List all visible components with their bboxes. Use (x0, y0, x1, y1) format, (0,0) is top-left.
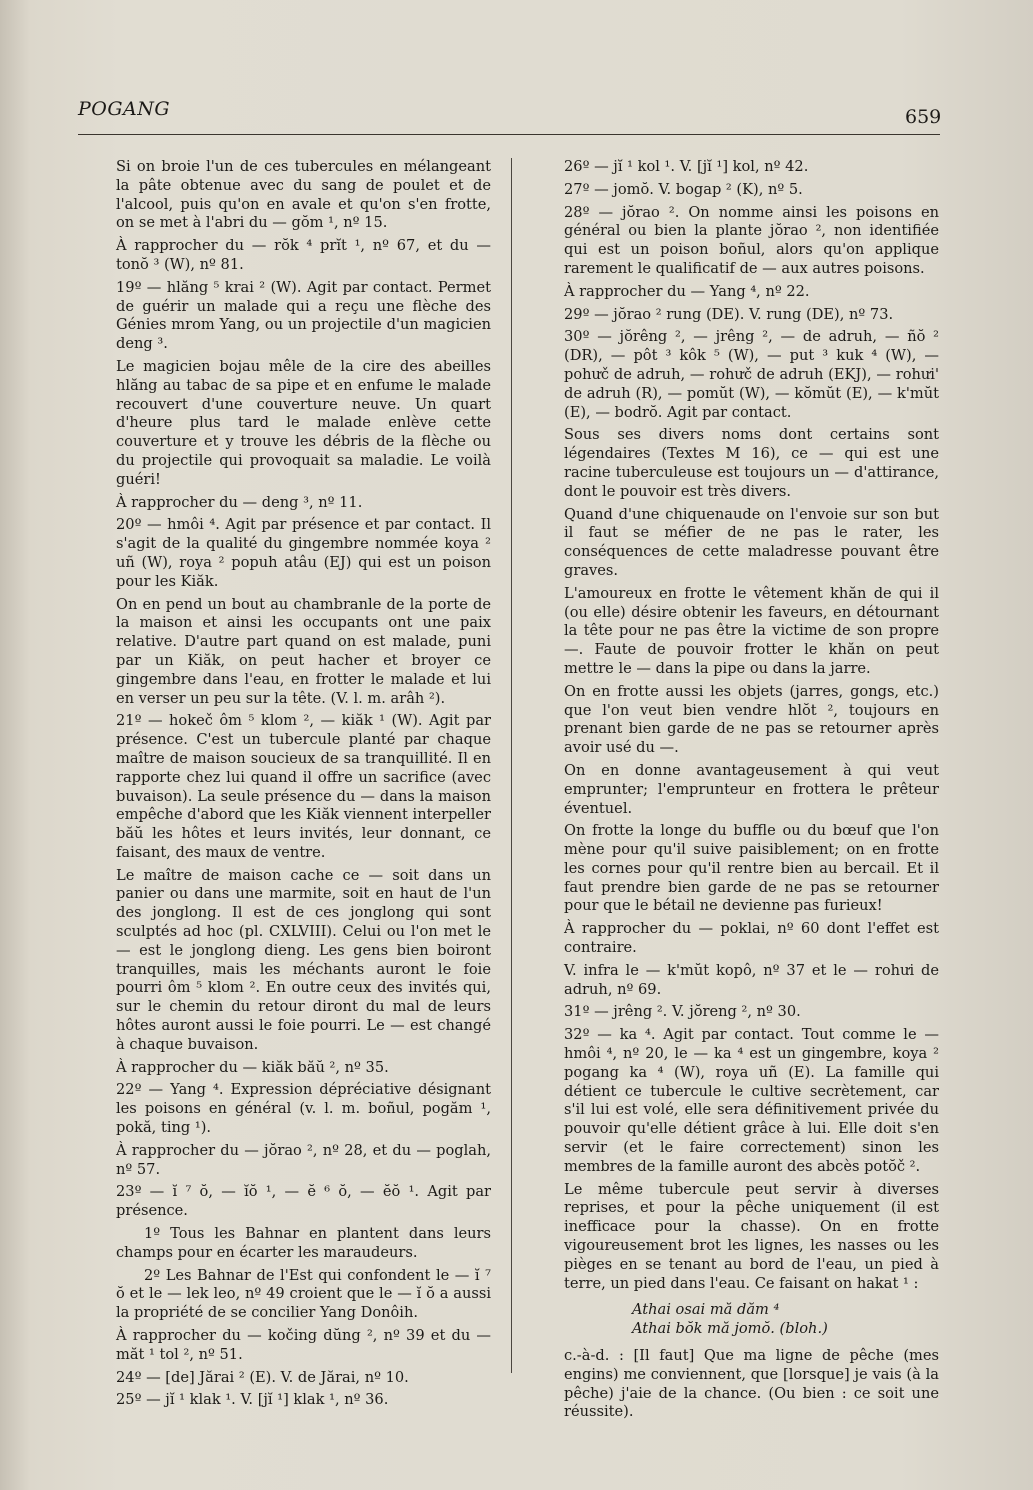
left-column (116, 158, 491, 1414)
paragraph: 24º — [de] Jărai ² (E). V. de Jărai, nº 10. (116, 1368, 409, 1386)
column-divider (511, 158, 512, 1373)
paragraph: À rapprocher du — Yang ⁴, nº 22. (564, 282, 810, 300)
verse-line: Athai bŏk mă jomŏ. (bloh.) (632, 1320, 828, 1338)
paragraph: À rapprocher du — kiăk băŭ ², nº 35. (116, 1058, 389, 1076)
paragraph: Si on broie l'un de ces tubercules en mélangeant la pâte obtenue avec du sang de poulet et de l'alcool, puis qu'on en avale et qu'on s'en frotte, on se met à l'abri du — gŏm ¹, nº 15. (116, 158, 491, 232)
paragraph: 22º — Yang ⁴. Expression dépréciative désignant les poisons en général (v. l. m. boñul, pogăm ¹, pokă, ting ¹). (116, 1081, 491, 1137)
paragraph: À rapprocher du — rŏk ⁴ prĭt ¹, nº 67, et du — tonŏ ³ (W), nº 81. (116, 237, 491, 273)
paragraph: On en pend un bout au chambranle de la porte de la maison et ainsi les occupants ont une paix relative. D'autre part quand on est malade, puni par un Kiăk, on peut hacher et broyer ce gingembre dans l'eau, en frotter le malade et lui en verser un peu sur la tête. (V. l. m. arâh ²). (116, 595, 491, 707)
right-column (564, 158, 939, 1426)
running-title: POGANG (78, 98, 171, 120)
paragraph: 1º Tous les Bahnar en plantent dans leurs champs pour en écarter les maraudeurs. (116, 1225, 491, 1261)
paragraph: V. infra le — k'mŭt kopô, nº 37 et le — rohưi de adruh, nº 69. (564, 961, 939, 998)
paragraph: 23º — ĭ ⁷ ŏ, — ĭŏ ¹, — ĕ ⁶ ŏ, — ĕŏ ¹. Agit par présence. (116, 1183, 491, 1220)
paragraph: 21º — hokeč ôm ⁵ klom ², — kiăk ¹ (W). Agit par présence. C'est un tubercule planté par chaque maître de maison soucieux de sa tranquillité. Il en rapporte chez lui quand il offre un sacrifice (avec buvaison). La seule présence du — dans la maison empêche d'abord que les Kiăk viennent interpeller băŭ les hôtes et leurs invités, leur donnant, ce faisant, des maux de ventre. (116, 712, 491, 861)
paragraph: 20º — hmôi ⁴. Agit par présence et par contact. Il s'agit de la qualité du gingembre nommée koya ² uñ (W), roya ² popuh atâu (EJ) qui est un poison pour les Kiăk. (116, 516, 491, 590)
page-number: 659 (905, 106, 942, 128)
paragraph: À rapprocher du — poklai, nº 60 dont l'effet est contraire. (564, 920, 939, 957)
paragraph: 28º — jŏrao ². On nomme ainsi les poisons en général ou bien la plante jŏrao ², non identifiée qui est un poison boñul, alors qu'on applique rarement le qualificatif de — aux autres poisons. (564, 203, 939, 277)
verse-line: Athai osai mă dăm ⁴ (632, 1301, 780, 1319)
paragraph: Sous ses divers noms dont certains sont légendaires (Textes M 16), ce — qui est une racine tuberculeuse est toujours un — d'attirance, dont le pouvoir est très divers. (564, 426, 939, 500)
paragraph: Quand d'une chiquenaude on l'envoie sur son but il faut se méfier de ne pas le rater, les conséquences de cette maladresse pouvant être graves. (564, 505, 939, 579)
paragraph: Le maître de maison cache ce — soit dans un panier ou dans une marmite, soit en haut de l'un des jonglong. Il est de ces jonglong qui sont sculptés ad hoc (pl. CXLVIII). Celui ou l'on met le — est le jonglong dieng. Les gens bien boiront tranquilles, mais les méchants auront le foie pourri ôm ⁵ klom ². En outre ceux des invités qui, sur le chemin du retour diront du mal de leurs hôtes auront aussi le foie pourri. Le — est changé à chaque buvaison. (116, 866, 491, 1053)
paragraph: 32º — ka ⁴. Agit par contact. Tout comme le — hmôi ⁴, nº 20, le — ka ⁴ est un gingembre, koya ² pogang ka ⁴ (W), roya uñ (E). La famille qui détient ce tubercule le cultive secrètement, car s'il lui est volé, elle sera définitivement privée du pouvoir qu'elle détient grâce à lui. Elle doit s'en servir (et le faire correctement) sinon les membres de la famille auront des abcès potŏč ². (564, 1026, 939, 1175)
paragraph: 30º — jŏrêng ², — jrêng ², — de adruh, — ñŏ ² (DR), — pôt ³ kôk ⁵ (W), — put ³ kuk ⁴ (W), — pohưč de adruh, — rohưč de adruh (EKJ), — rohưi' de adruh (R), — pomŭt (W), — kŏmŭt (E), — k'mŭt (E), — bodrŏ. Agit par contact. (564, 328, 939, 421)
paragraph: À rapprocher du — deng ³, nº 11. (116, 493, 363, 511)
paragraph: 27º — jomŏ. V. bogap ² (K), nº 5. (564, 180, 803, 198)
paragraph: 19º — hlăng ⁵ krai ² (W). Agit par contact. Permet de guérir un malade qui a reçu une flèche des Génies mrom Yang, ou un projectile d'un magicien deng ³. (116, 278, 491, 353)
paragraph: L'amoureux en frotte le vêtement khăn de qui il (ou elle) désire obtenir les faveurs, en détournant la tête pour ne pas être la victime de son propre —. Faute de pouvoir frotter le khăn on peut mettre le — dans la pipe ou dans la jarre. (564, 584, 939, 677)
paragraph: 2º Les Bahnar de l'Est qui confondent le — ĭ ⁷ ŏ et le — lek leo, nº 49 croient que le — ĭ ŏ a aussi la propriété de se concilier Yang Donôih. (116, 1266, 491, 1322)
paragraph: On frotte la longe du buffle ou du bœuf que l'on mène pour qu'il suive paisiblement; on en frotte les cornes pour qu'il rentre bien au bercail. Et il faut prendre bien garde de ne pas se retourner pour que le bétail ne devienne pas furieux! (564, 822, 939, 915)
paragraph: Le même tubercule peut servir à diverses reprises, et pour la pêche uniquement (il est inefficace pour la chasse). On en frotte vigoureusement brot les lignes, les nasses ou les pièges en se tenant au bord de l'eau, un pied à terre, un pied dans l'eau. Ce faisant on hakat ¹ : (564, 1180, 939, 1292)
paragraph: 29º — jŏrao ² rung (DE). V. rung (DE), nº 73. (564, 305, 894, 323)
paragraph: 31º — jrêng ². V. jŏreng ², nº 30. (564, 1003, 801, 1021)
paragraph: 25º — jĭ ¹ klak ¹. V. [jĭ ¹] klak ¹, nº 36. (116, 1391, 389, 1409)
closing-paragraph: c.-à-d. : [Il faut] Que ma ligne de pêche (mes engins) me conviennent, que [lorsque] je vais (à la pêche) j'aie de la chance. (Ou bien : ce soit une réussite). (564, 1347, 939, 1421)
verse-quote (632, 1301, 939, 1339)
paragraph: On en frotte aussi les objets (jarres, gongs, etc.) que l'on veut bien vendre hlŏt ², toujours en prenant bien garde de ne pas se retourner après avoir usé du —. (564, 682, 939, 757)
paragraph: À rapprocher du — jŏrao ², nº 28, et du — poglah, nº 57. (116, 1141, 491, 1178)
paragraph: 26º — jĭ ¹ kol ¹. V. [jĭ ¹] kol, nº 42. (564, 158, 809, 175)
paragraph: Le magicien bojau mêle de la cire des abeilles hlăng au tabac de sa pipe et en enfume le malade recouvert d'une couverture neuve. Un quart d'heure plus tard le malade enlève cette couverture et y trouve les débris de la flèche ou du projectile qui provoquait sa maladie. Le voilà guéri! (116, 357, 491, 488)
header-rule (78, 134, 940, 135)
paragraph: On en donne avantageusement à qui veut emprunter; l'emprunteur en frottera le prêteur éventuel. (564, 761, 939, 817)
paragraph: À rapprocher du — kočing dŭng ², nº 39 et du — măt ¹ tol ², nº 51. (116, 1327, 491, 1363)
